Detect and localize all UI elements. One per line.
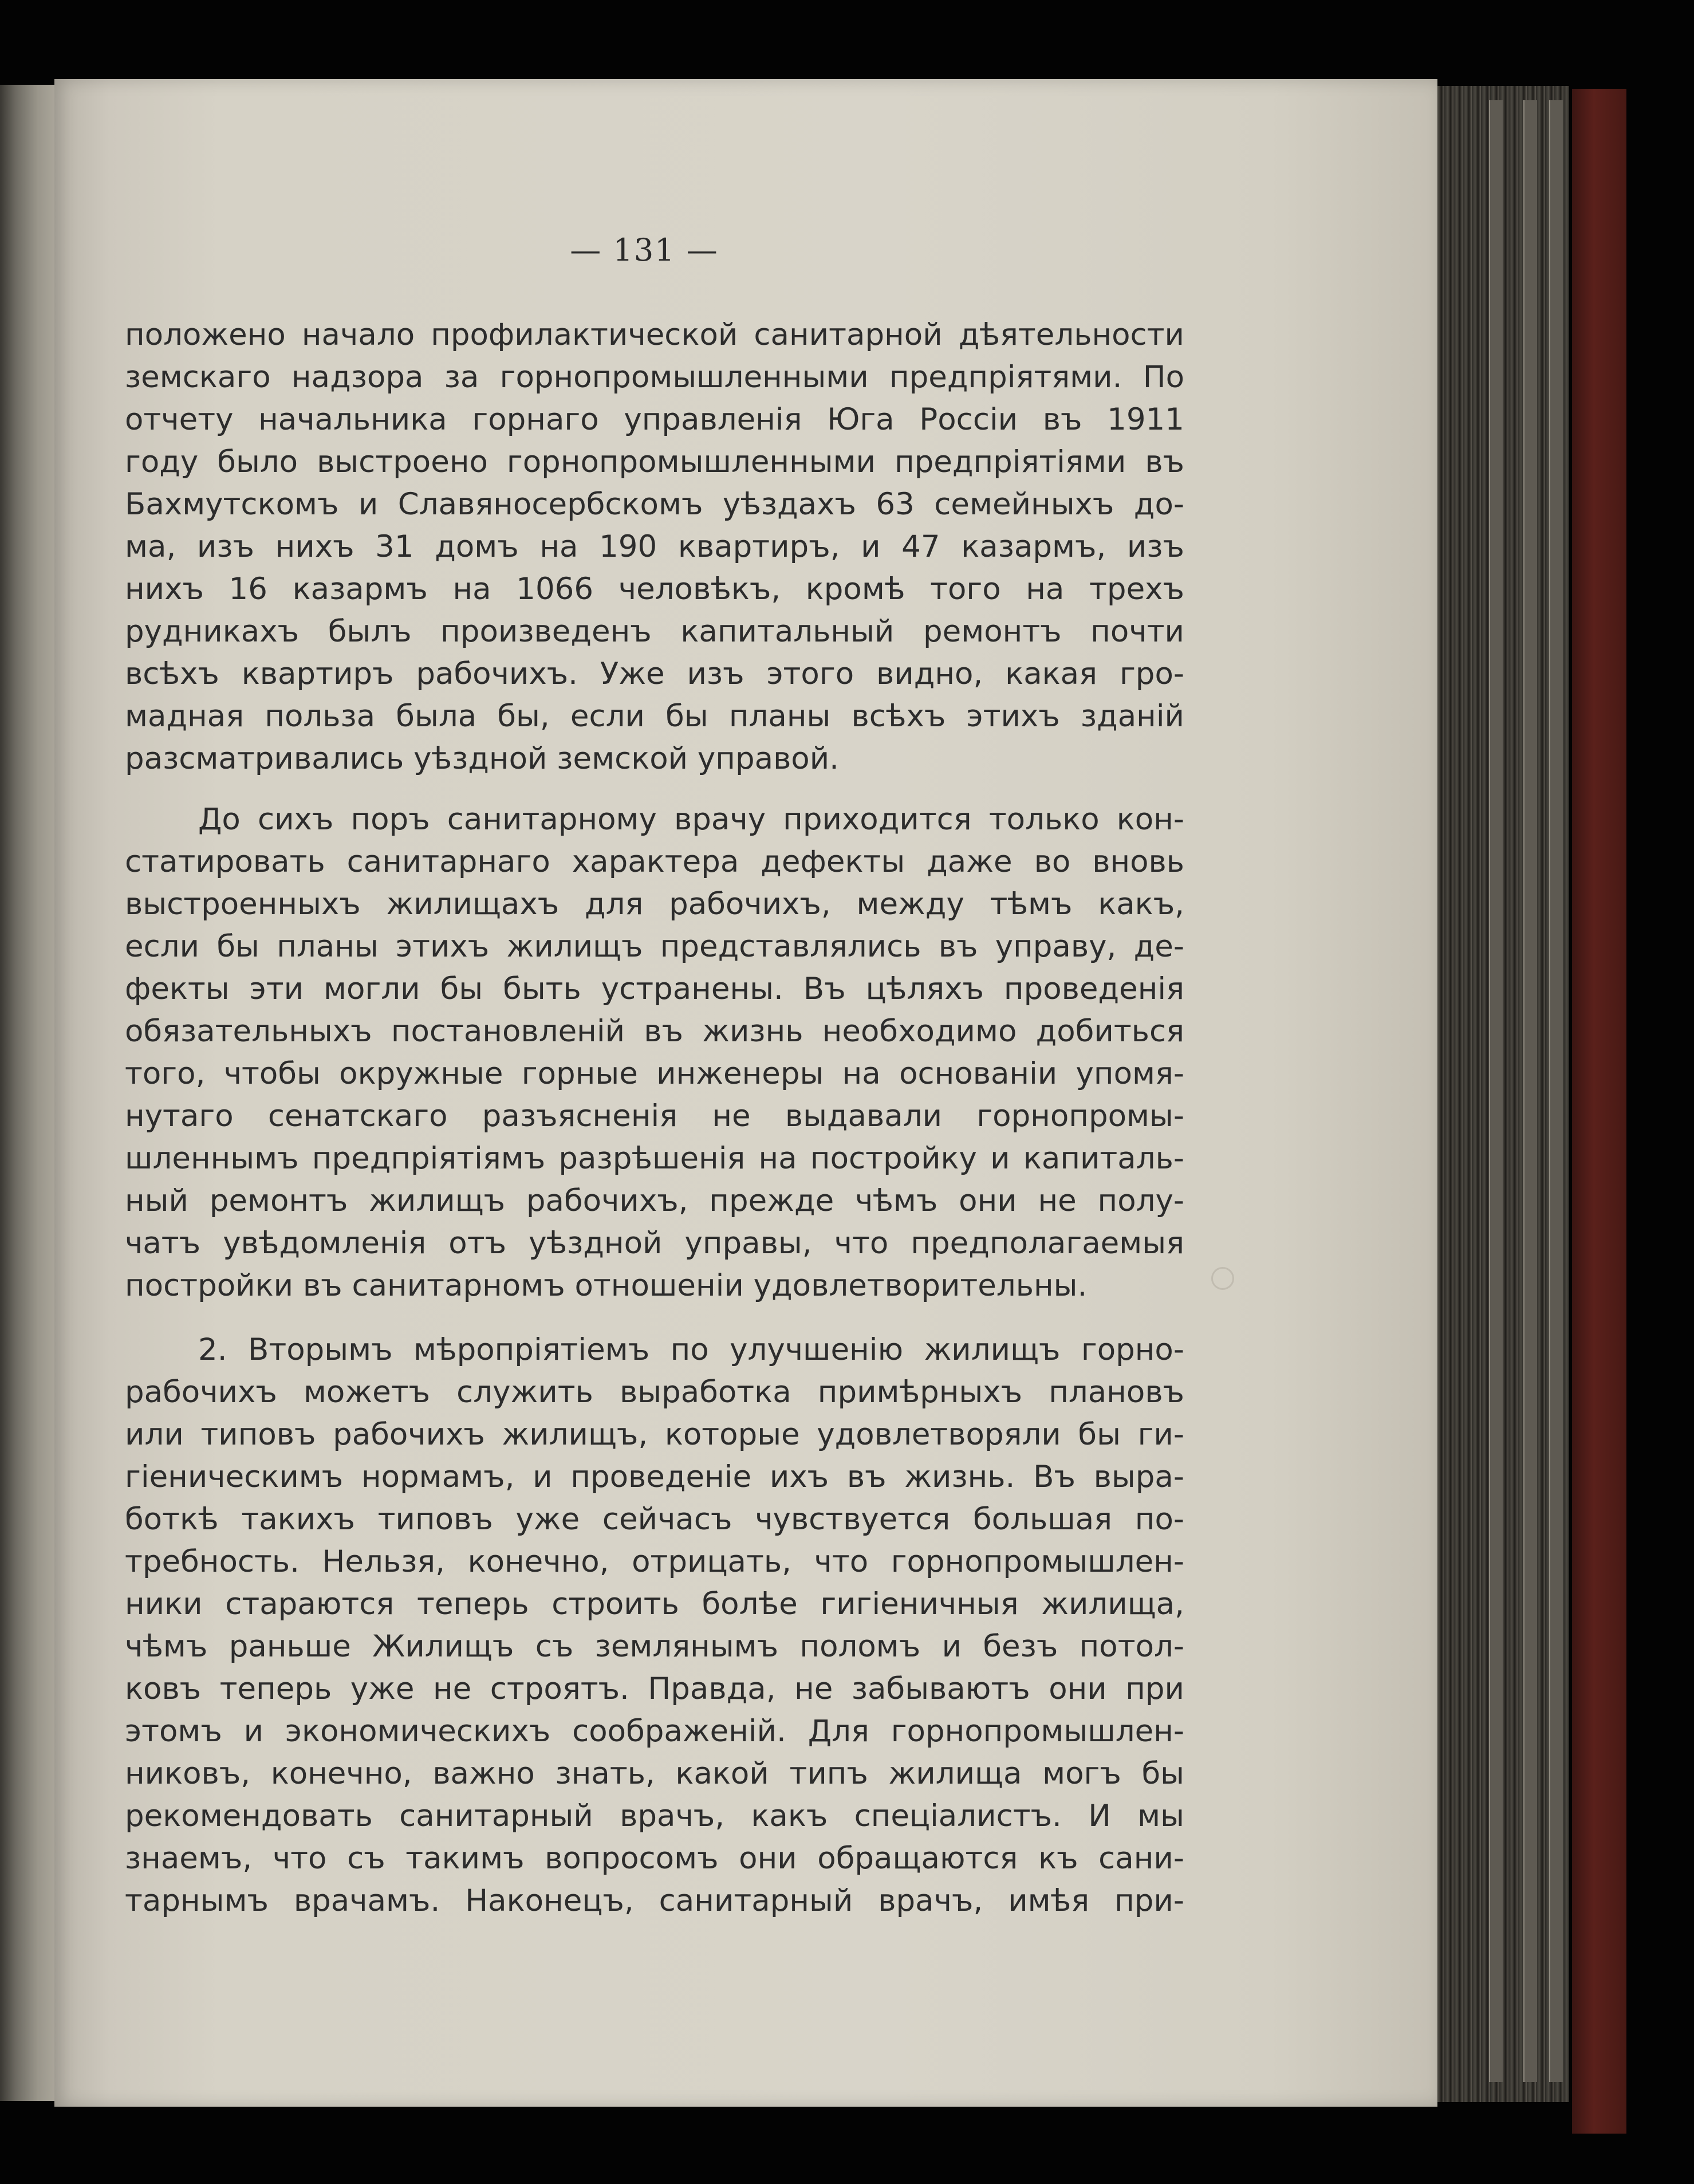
text-line: знаемъ, что съ такимъ вопросомъ они обращаются къ сани- — [125, 1841, 1184, 1876]
page-number: — 131 — — [570, 232, 719, 268]
text-line: никовъ, конечно, важно знать, какой типъ жилища могъ бы — [125, 1756, 1184, 1791]
page-text — [125, 314, 1184, 1922]
text-line: 2. Вторымъ мѣропріятіемъ по улучшенію жилищъ горно- — [198, 1332, 1184, 1367]
text-line: тарнымъ врачамъ. Наконецъ, санитарный врачъ, имѣя при- — [125, 1883, 1184, 1918]
text-line: боткѣ такихъ типовъ уже сейчасъ чувствуется большая по- — [125, 1502, 1184, 1537]
paragraph-2 — [125, 798, 1184, 1307]
previous-page-edge — [0, 85, 63, 2101]
paragraph-1 — [125, 314, 1184, 780]
text-line: рудникахъ былъ произведенъ капитальный ремонтъ почти — [125, 614, 1184, 649]
text-line: положено начало профилактической санитарной дѣятельности — [125, 317, 1184, 352]
text-line: ковъ теперь уже не строятъ. Правда, не забываютъ они при — [125, 1671, 1184, 1706]
text-line: обязательныхъ постановленій въ жизнь необходимо добиться — [125, 1014, 1184, 1049]
text-line: или типовъ рабочихъ жилищъ, которые удовлетворяли бы ги- — [125, 1417, 1184, 1452]
text-line: статировать санитарнаго характера дефекты даже во вновь — [125, 844, 1184, 879]
page-leaf — [1489, 100, 1503, 2082]
text-line: шленнымъ предпріятіямъ разрѣшенія на постройку и капиталь- — [125, 1141, 1184, 1176]
book-cover-edge — [1572, 89, 1626, 2134]
text-line: всѣхъ квартиръ рабочихъ. Уже изъ этого видно, какая гро- — [125, 656, 1184, 691]
text-line: гіеническимъ нормамъ, и проведеніе ихъ въ жизнь. Въ выра- — [125, 1459, 1184, 1494]
text-line: разсматривались уѣздной земской управой. — [125, 741, 840, 776]
text-line: мадная польза была бы, если бы планы всѣхъ этихъ зданій — [125, 699, 1184, 734]
text-line: постройки въ санитарномъ отношеніи удовлетворительны. — [125, 1268, 1088, 1303]
text-line: если бы планы этихъ жилищъ представлялись въ управу, де- — [125, 929, 1184, 964]
text-line: ники стараются теперь строить болѣе гигіеничныя жилища, — [125, 1587, 1184, 1622]
text-line: требность. Нельзя, конечно, отрицать, что горнопромышлен- — [125, 1544, 1184, 1579]
text-line: рабочихъ можетъ служить выработка примѣрныхъ плановъ — [125, 1375, 1184, 1410]
text-line: ный ремонтъ жилищъ рабочихъ, прежде чѣмъ они не полу- — [125, 1183, 1184, 1218]
text-line: году было выстроено горнопромышленными предпріятіями въ — [125, 444, 1184, 479]
text-line: отчету начальника горнаго управленія Юга Россіи въ 1911 — [125, 402, 1184, 437]
text-line: фекты эти могли бы быть устранены. Въ цѣляхъ проведенія — [125, 971, 1184, 1006]
paragraph-3 — [125, 1329, 1184, 1922]
text-line: выстроенныхъ жилищахъ для рабочихъ, между тѣмъ какъ, — [125, 887, 1184, 922]
text-line: До сихъ поръ санитарному врачу приходится только кон- — [198, 802, 1184, 837]
text-line: рекомендовать санитарный врачъ, какъ спеціалистъ. И мы — [125, 1799, 1184, 1833]
page-leaf — [1523, 100, 1537, 2082]
text-line: этомъ и экономическихъ соображеній. Для горнопромышлен- — [125, 1714, 1184, 1749]
text-line: чатъ увѣдомленія отъ уѣздной управы, что предполагаемыя — [125, 1226, 1184, 1261]
text-line: земскаго надзора за горнопромышленными предпріятями. По — [125, 360, 1184, 395]
text-line: нутаго сенатскаго разъясненія не выдавали горнопромы- — [125, 1099, 1184, 1134]
text-line: ма, изъ нихъ 31 домъ на 190 квартиръ, и 47 казармъ, изъ — [125, 529, 1184, 564]
text-line: Бахмутскомъ и Славяносербскомъ уѣздахъ 63 семейныхъ до- — [125, 487, 1184, 522]
text-line: того, чтобы окружные горные инженеры на основаніи упомя- — [125, 1056, 1184, 1091]
text-line: чѣмъ раньше Жилищъ съ землянымъ поломъ и безъ потол- — [125, 1629, 1184, 1664]
text-line: нихъ 16 казармъ на 1066 человѣкъ, кромѣ того на трехъ — [125, 572, 1184, 607]
paper-blemish — [1211, 1267, 1234, 1290]
page-leaf — [1549, 100, 1563, 2082]
